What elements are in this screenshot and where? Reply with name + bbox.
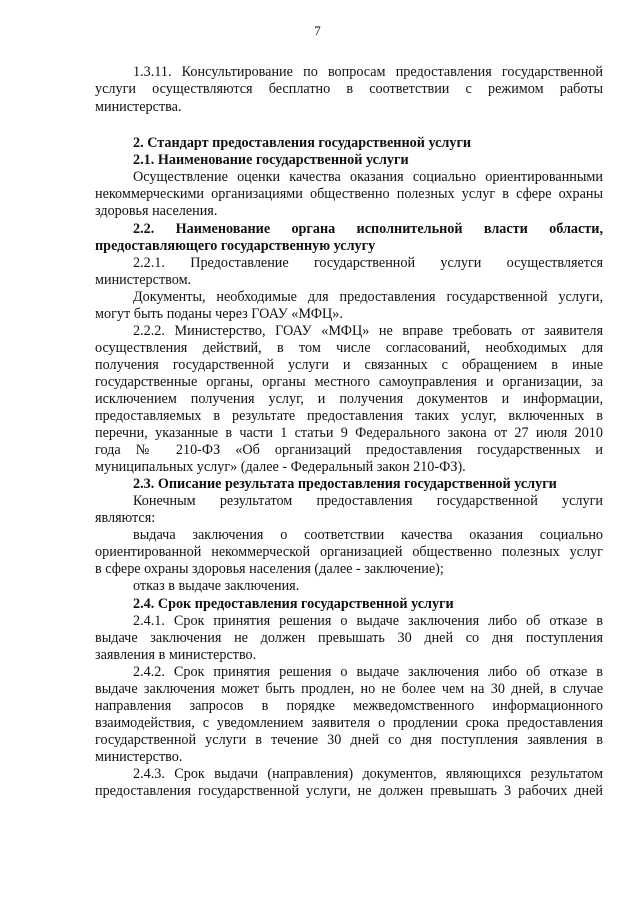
text-line: Документы, необходимые для предоставления государственной услуги, (133, 289, 603, 305)
text-line: ориентированной некоммерческой организацией общественно полезных услуг (95, 544, 603, 560)
text-line: исключением получения услуг, и получения документов и информации, (95, 391, 603, 407)
text-line: перечни, указанные в части 1 статьи 9 Федерального закона от 27 июля 2010 (95, 425, 603, 441)
text-line: услуги осуществляются бесплатно в соответствии с режимом работы (95, 81, 603, 97)
text-line: 1.3.11. Консультирование по вопросам предоставления государственной (133, 64, 603, 80)
text-line: министерства. (95, 99, 182, 115)
text-line: направления запросов в порядке межведомственного информационного (95, 698, 603, 714)
text-line: выдаче заключения не должен превышать 30 дней со дня поступления (95, 630, 603, 646)
text-line: Конечным результатом предоставления государственной услуги (133, 493, 603, 509)
text-line: муниципальных услуг» (далее - Федеральный закон 210-ФЗ). (95, 459, 466, 475)
text-line: министерством. (95, 272, 192, 288)
text-line: заявления в министерство. (95, 647, 257, 663)
text-line: являются: (95, 510, 156, 526)
subsection-heading: 2.4. Срок предоставления государственной услуги (133, 596, 454, 612)
text-line: могут быть поданы через ГОАУ «МФЦ». (95, 306, 343, 322)
section-heading: 2. Стандарт предоставления государственной услуги (133, 135, 472, 151)
subsection-heading: предоставляющего государственную услугу (95, 238, 376, 254)
text-line: некоммерческими организациями общественно полезных услуг в сфере охраны (95, 186, 603, 202)
subsection-heading: 2.2. Наименование органа исполнительной власти области, (133, 221, 603, 237)
text-line: 2.4.1. Срок принятия решения о выдаче заключения либо об отказе в (133, 613, 603, 629)
text-line: здоровья населения. (95, 203, 218, 219)
text-line: выдача заключения о соответствии качества оказания социально (133, 527, 603, 543)
text-line: предоставления государственной услуги, не должен превышать 3 рабочих дней (95, 783, 603, 799)
text-line: Осуществление оценки качества оказания социально ориентированными (133, 169, 603, 185)
text-line: взаимодействия, с уведомлением заявителя о продлении срока предоставления (95, 715, 603, 731)
text-line: в сфере охраны здоровья населения (далее - заключение); (95, 561, 444, 577)
text-line: 2.2.2. Министерство, ГОАУ «МФЦ» не вправе требовать от заявителя (133, 323, 603, 339)
text-line: министерство. (95, 749, 183, 765)
text-line: года № 210-ФЗ «Об организаций предоставления государственных и (95, 442, 603, 458)
text-line: осуществления действий, в том числе согласований, необходимых для (95, 340, 603, 356)
page-number: 7 (314, 23, 321, 38)
text-line: 2.4.3. Срок выдачи (направления) документов, являющихся результатом (133, 766, 603, 782)
text-line: государственные органы, органы местного самоуправления и организации, за (95, 374, 603, 390)
subsection-heading: 2.1. Наименование государственной услуги (133, 152, 409, 168)
text-line: 2.4.2. Срок принятия решения о выдаче заключения либо об отказе в (133, 664, 603, 680)
text-line: 2.2.1. Предоставление государственной услуги осуществляется (133, 255, 603, 271)
subsection-heading: 2.3. Описание результата предоставления государственной услуги (133, 476, 557, 492)
text-line: предоставляемых в результате предоставления таких услуг, включенных в (95, 408, 603, 424)
text-line: получения государственной услуги и связанных с обращением в иные (95, 357, 603, 373)
text-line: государственной услуги в течение 30 дней со дня поступления заявления в (95, 732, 603, 748)
text-line: выдаче заключения может быть продлен, но не более чем на 30 дней, в случае (95, 681, 603, 697)
text-line: отказ в выдаче заключения. (133, 578, 300, 594)
